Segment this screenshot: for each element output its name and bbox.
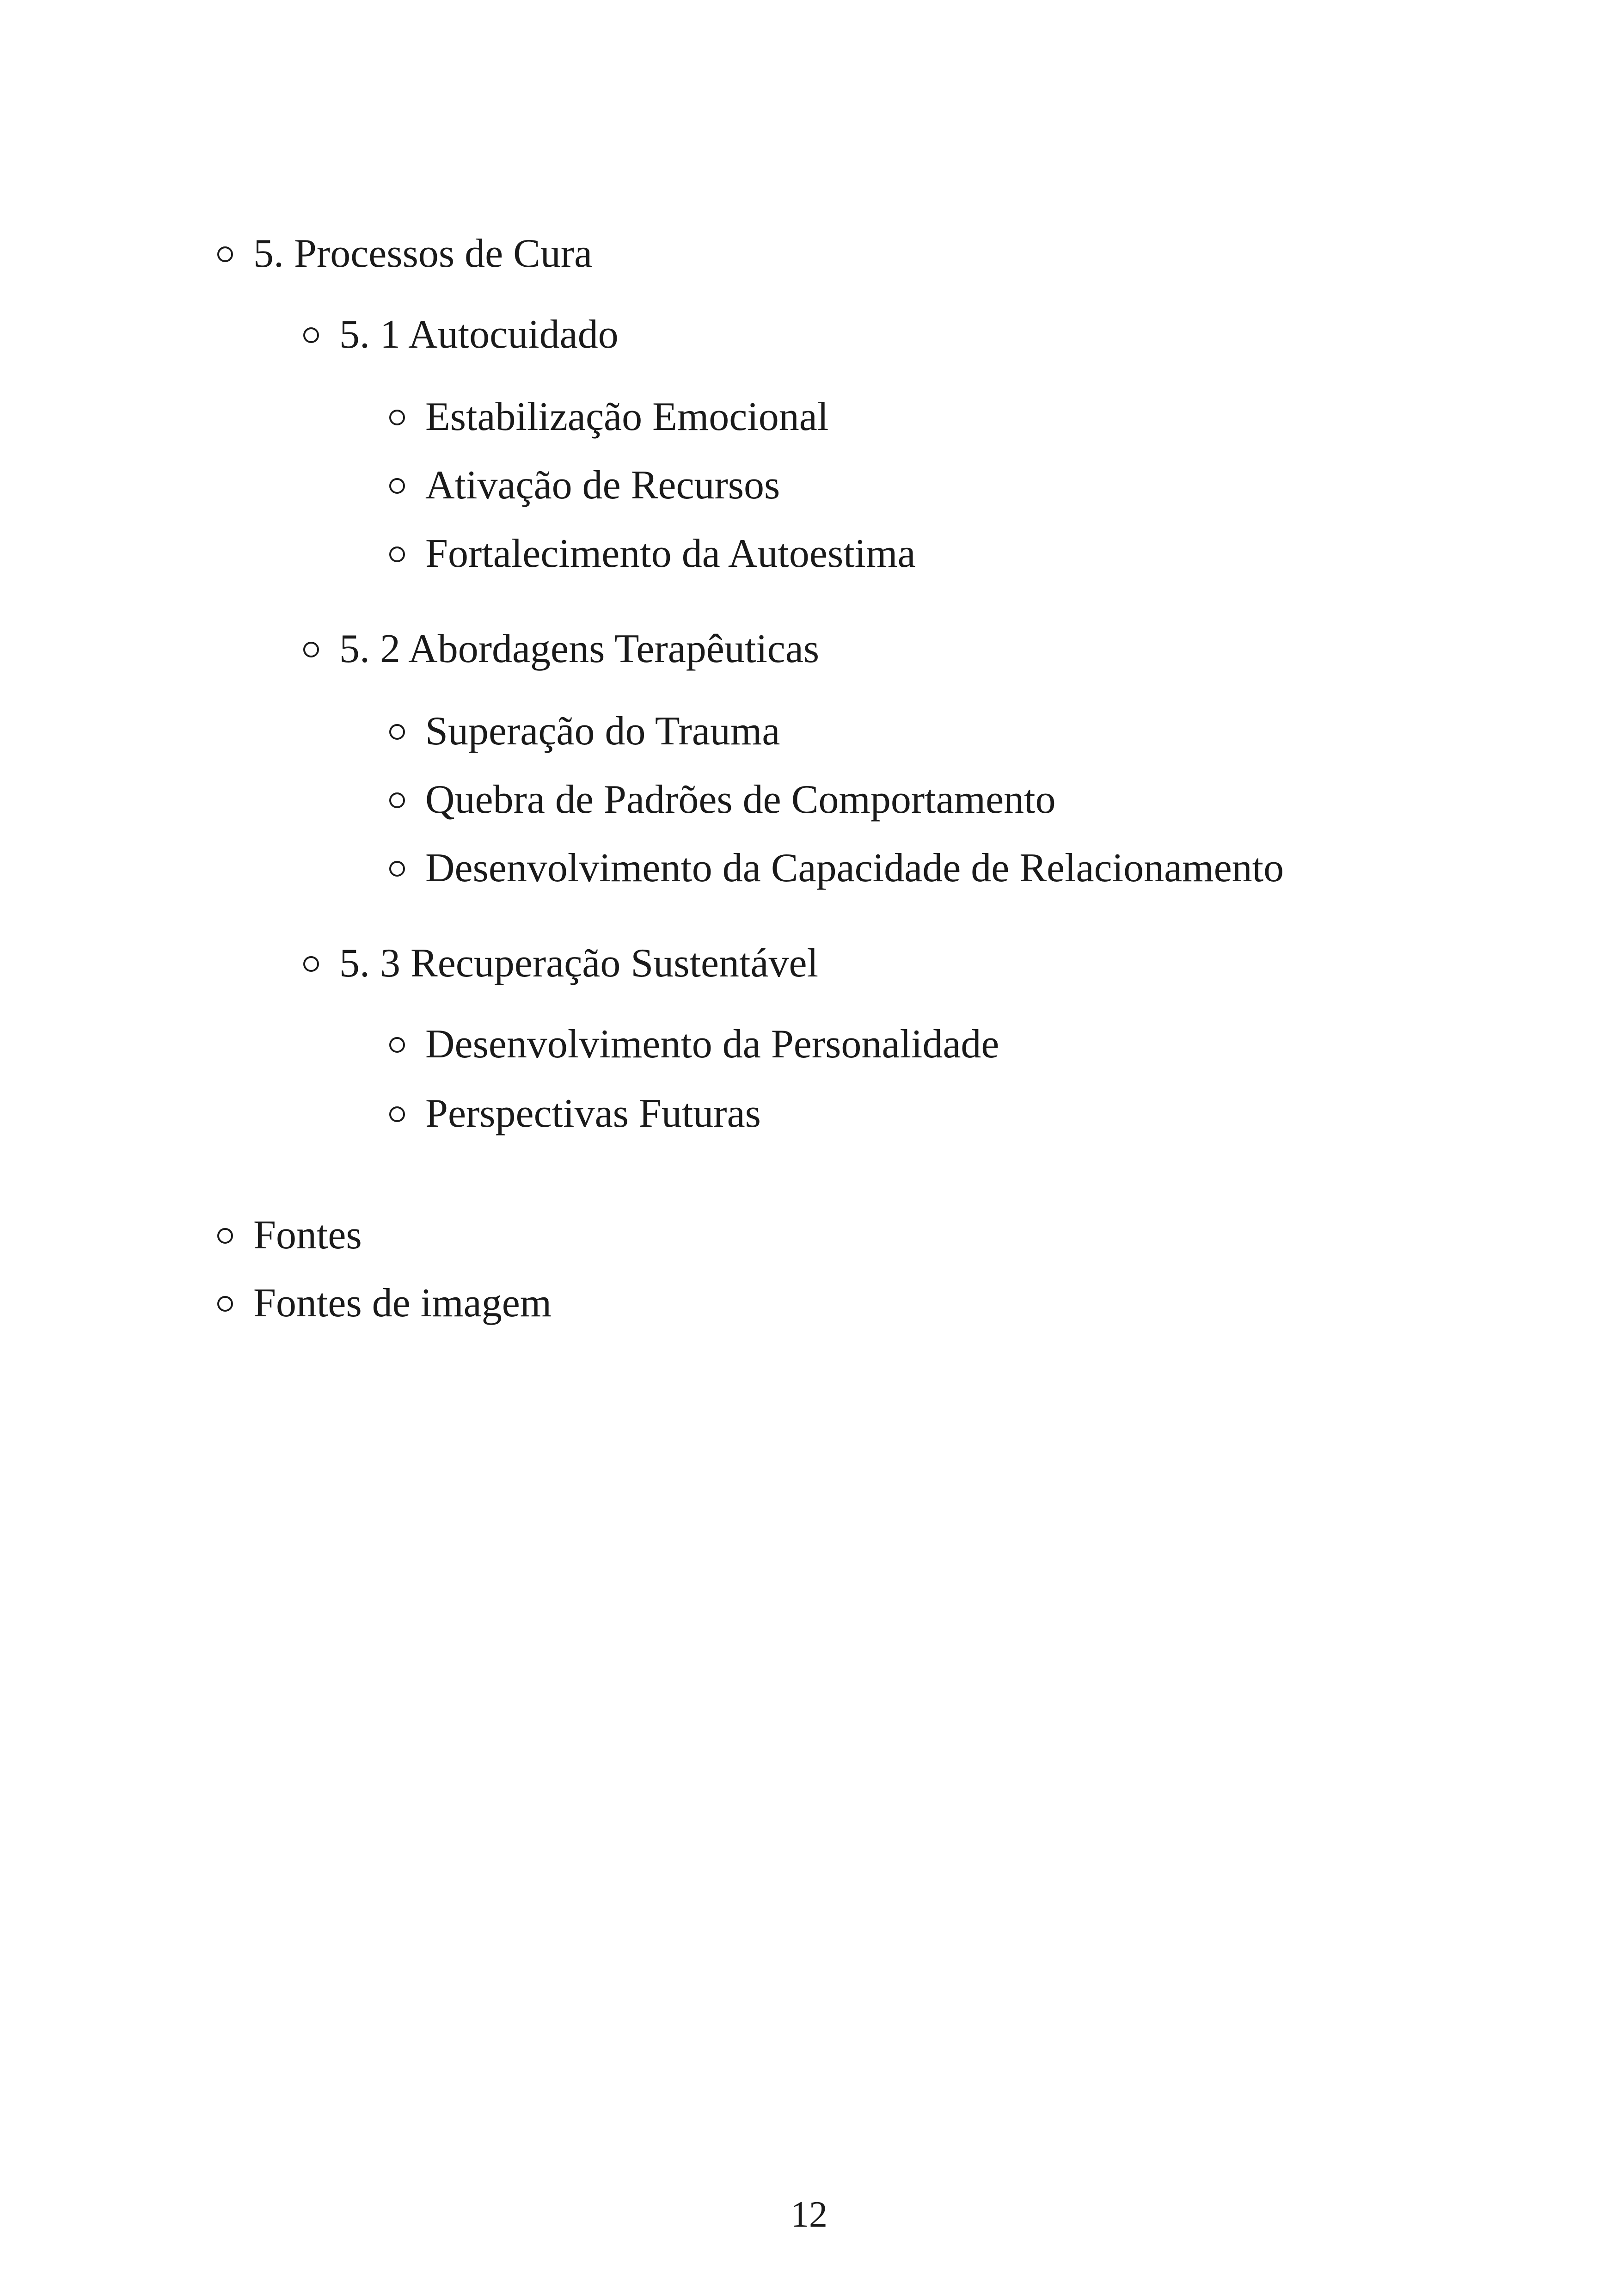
- toc-entry-label: Estabilização Emocional: [425, 394, 829, 439]
- toc-entry-capacidade-de-relacionamento: [389, 848, 1284, 889]
- page-number: 12: [791, 2194, 827, 2235]
- circle-bullet-icon: [389, 724, 405, 740]
- toc-entry-quebra-de-padroes: [389, 777, 1056, 822]
- circle-bullet-icon: [303, 327, 319, 343]
- toc-entry-label: 5. 2 Abordagens Terapêuticas: [339, 626, 820, 671]
- toc-entry-autocuidado: [303, 314, 619, 355]
- circle-bullet-icon: [389, 1106, 405, 1122]
- toc-entry-processos-de-cura: [217, 233, 592, 274]
- toc-entry-label: 5. 3 Recuperação Sustentável: [339, 941, 819, 986]
- circle-bullet-icon: [303, 642, 319, 657]
- toc-entry-superacao-do-trauma: [389, 711, 780, 752]
- toc-entry-estabilizacao-emocional: [389, 394, 829, 439]
- toc-entry-perspectivas-futuras: [389, 1093, 761, 1134]
- toc-entry-fortalecimento-da-autoestima: [389, 531, 916, 576]
- toc-entry-fontes-de-imagem: [217, 1283, 552, 1324]
- circle-bullet-icon: [217, 1228, 233, 1244]
- toc-entry-label: 5. Processos de Cura: [253, 231, 593, 276]
- circle-bullet-icon: [389, 861, 405, 877]
- toc-entry-ativacao-de-recursos: [389, 465, 780, 506]
- circle-bullet-icon: [389, 478, 405, 494]
- circle-bullet-icon: [389, 546, 405, 562]
- toc-entry-abordagens-terapeuticas: [303, 626, 820, 671]
- toc-entry-fontes: [217, 1215, 362, 1256]
- toc-entry-label: Fontes: [253, 1213, 362, 1258]
- toc-entry-label: 5. 1 Autocuidado: [339, 312, 619, 357]
- toc-entry-label: Fontes de imagem: [253, 1281, 552, 1326]
- circle-bullet-icon: [389, 792, 405, 808]
- toc-entry-label: Superação do Trauma: [425, 709, 780, 754]
- circle-bullet-icon: [389, 1037, 405, 1053]
- circle-bullet-icon: [217, 1296, 233, 1312]
- toc-entry-label: Desenvolvimento da Capacidade de Relacionamento: [425, 846, 1284, 890]
- circle-bullet-icon: [389, 410, 405, 425]
- toc-entry-desenvolvimento-da-personalidade: [389, 1024, 999, 1065]
- toc-entry-label: Ativação de Recursos: [425, 463, 780, 508]
- circle-bullet-icon: [303, 956, 319, 972]
- toc-entry-label: Fortalecimento da Autoestima: [425, 531, 916, 576]
- toc-entry-recuperacao-sustentavel: [303, 943, 818, 984]
- toc-entry-label: Desenvolvimento da Personalidade: [425, 1022, 999, 1067]
- circle-bullet-icon: [217, 246, 233, 262]
- toc-entry-label: Quebra de Padrões de Comportamento: [425, 777, 1056, 822]
- toc-entry-label: Perspectivas Futuras: [425, 1091, 761, 1136]
